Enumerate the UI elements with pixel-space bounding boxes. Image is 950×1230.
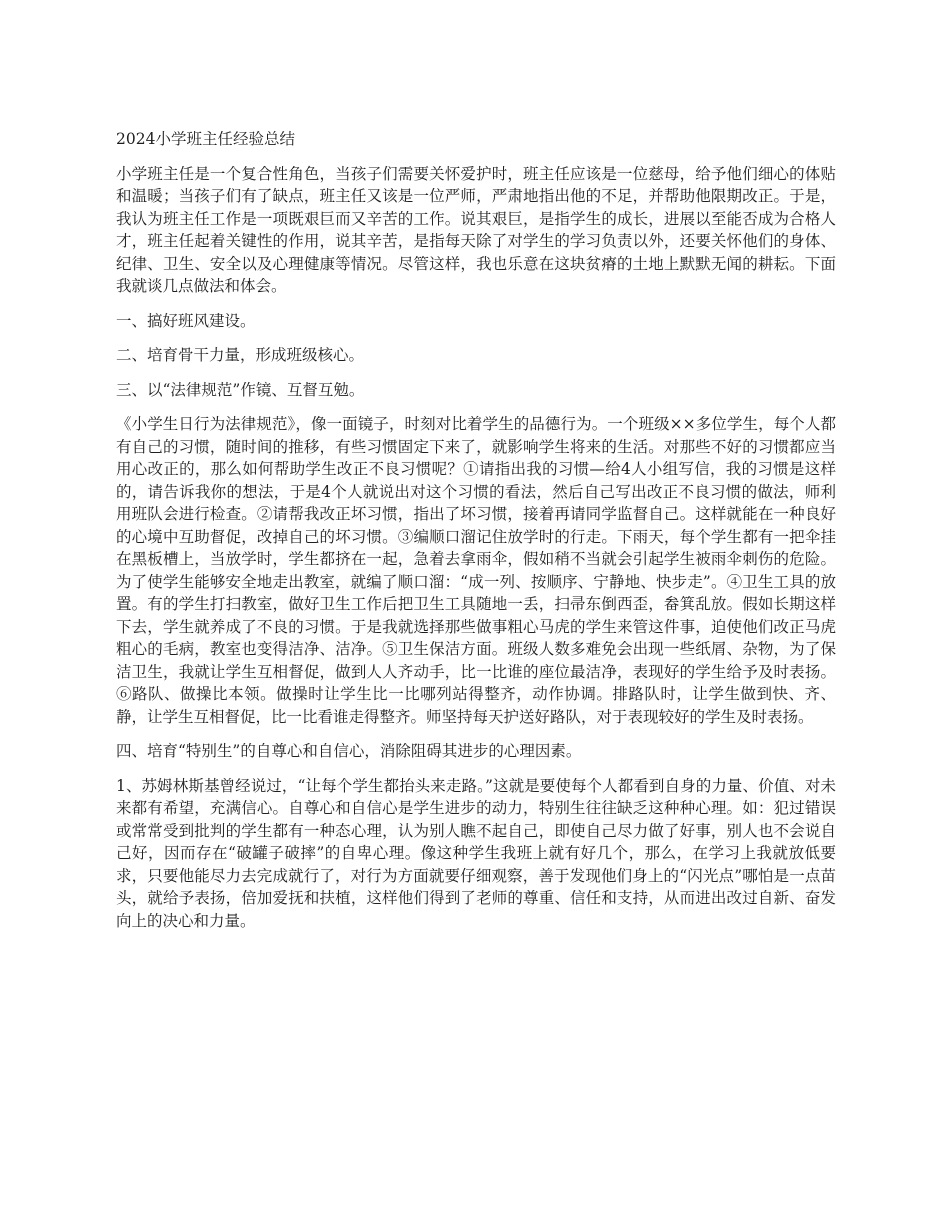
section-3-body-paragraph: 《小学生日行为法律规范》，像一面镜子，时刻对比着学生的品德行为。一个班级××多位学生，每个人都有自己的习惯，随时间的推移，有些习惯固定下来了，就影响学生将来的生活。对那些不好的习惯都应当用心改正的，那么如何帮助学生改正不良习惯呢？①请指出我的习惯—给4人小组写信，我的习惯是这样的，请告诉我你的想法，于是4个人就说出对这个习惯的看法，然后自己写出改正不良习惯的做法，师利用班队会进行检查。②请帮我改正坏习惯，指出了坏习惯，接着再请同学监督自己。这样就能在一种良好的心境中互助督促，改掉自己的坏习惯。③编顺口溜记住放学时的行走。下雨天，每个学生都有一把伞挂在黑板槽上，当放学时，学生都挤在一起，急着去拿雨伞，假如稍不当就会引起学生被雨伞刺伤的危险。为了使学生能够安全地走出教室，就编了顺口溜：“成一列、按顺序、宁静地、快步走”。④卫生工具的放置。有的学生打扫教室，做好卫生工作后把卫生工具随地一丢，扫帚东倒西歪，畚箕乱放。假如长期这样下去，学生就养成了不良的习惯。于是我就选择那些做事粗心马虎的学生来管这件事，迫使他们改正马虎粗心的毛病，教室也变得洁净、洁净。⑤卫生保洁方面。班级人数多难免会出现一些纸屑、杂物，为了保洁卫生，我就让学生互相督促，做到人人齐动手，比一比谁的座位最洁净，表现好的学生给予及时表扬。⑥路队、做操比本领。做操时让学生比一比哪列站得整齐，动作协调。排路队时，让学生做到快、齐、静，让学生互相督促，比一比看谁走得整齐。师坚持每天护送好路队，对于表现较好的学生及时表扬。 xyxy=(116,415,836,726)
document-title: 2024小学班主任经验总结 xyxy=(116,130,295,148)
section-heading-1: 一、搞好班风建设。 xyxy=(116,311,256,330)
section-4-body-paragraph: 1、苏姆林斯基曾经说过，“让每个学生都抬头来走路。”这就是要使每个人都看到自身的力量、价值、对未来都有希望，充满信心。自尊心和自信心是学生进步的动力，特别生往往缺乏这种种心理。如：犯过错误或常常受到批判的学生都有一种态心理，认为别人瞧不起自己，即使自己尽力做了好事，别人也不会说自己好，因而存在“破罐子破摔”的自卑心理。像这种学生我班上就有好几个，那么，在学习上我就放低要求，只要他能尽力去完成就行了，对行为方面就要仔细观察，善于发现他们身上的“闪光点”哪怕是一点苗头，就给予表扬，倍加爱抚和扶植，这样他们得到了老师的尊重、信任和支持，从而进出改过自新、奋发向上的决心和力量。 xyxy=(116,776,836,930)
intro-paragraph: 小学班主任是一个复合性角色，当孩子们需要关怀爱护时，班主任应该是一位慈母，给予他们细心的体贴和温暖；当孩子们有了缺点，班主任又该是一位严师，严肃地指出他的不足，并帮助他限期改正。于是，我认为班主任工作是一项既艰巨而又辛苦的工作。说其艰巨，是指学生的成长，进展以至能否成为合格人才，班主任起着关键性的作用，说其辛苦，是指每天除了对学生的学习负责以外，还要关怀他们的身体、纪律、卫生、安全以及心理健康等情况。尽管这样，我也乐意在这块贫瘠的土地上默默无闻的耕耘。下面我就谈几点做法和体会。 xyxy=(116,164,836,295)
document-body xyxy=(116,128,836,944)
section-heading-3: 三、以“法律规范”作镜、互督互勉。 xyxy=(116,380,365,399)
section-heading-4: 四、培育“特别生”的自尊心和自信心，消除阻碍其进步的心理因素。 xyxy=(116,742,582,760)
section-heading-2: 二、培育骨干力量，形成班级核心。 xyxy=(116,346,365,364)
